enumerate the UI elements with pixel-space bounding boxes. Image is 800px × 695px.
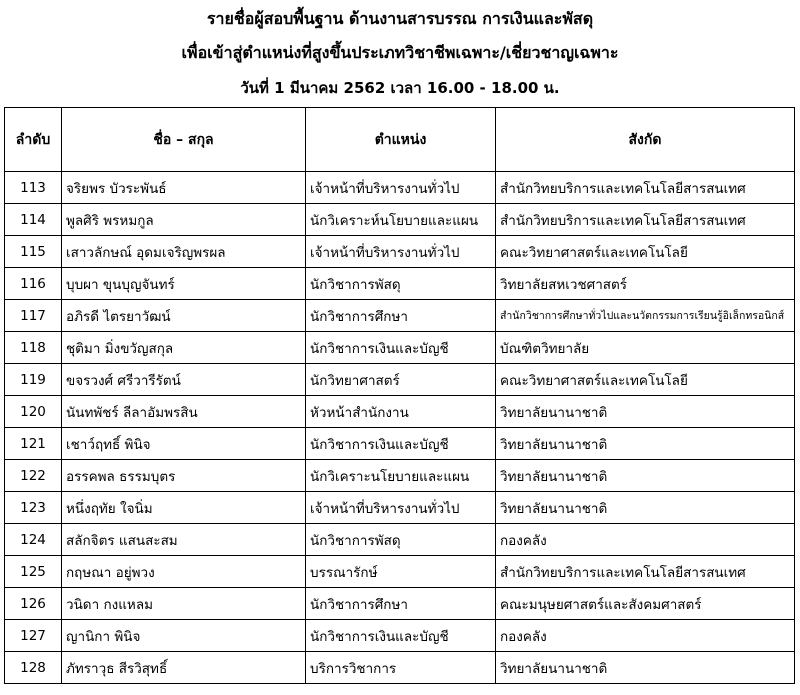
table-row	[5, 236, 795, 268]
examinee-table	[4, 107, 795, 684]
cell-name: หนึ่งฤทัย ใจนิ่ม	[62, 492, 306, 524]
cell-no: 116	[5, 268, 62, 300]
table-row	[5, 460, 795, 492]
document-title: รายชื่อผู้สอบพื้นฐาน ด้านงานสารบรรณ การเงินและพัสดุ	[206, 9, 594, 28]
column-header-name: ชื่อ – สกุล	[62, 108, 306, 172]
cell-position: บริการวิชาการ	[306, 652, 496, 684]
cell-no: 120	[5, 396, 62, 428]
table-row	[5, 492, 795, 524]
cell-unit: วิทยาลัยสหเวชศาสตร์	[496, 268, 795, 300]
cell-name: วนิดา กงแหลม	[62, 588, 306, 620]
cell-unit: คณะวิทยาศาสตร์และเทคโนโลยี	[496, 364, 795, 396]
cell-position: หัวหน้าสำนักงาน	[306, 396, 496, 428]
cell-position: นักวิชาการเงินและบัญชี	[306, 332, 496, 364]
cell-unit: วิทยาลัยนานาชาติ	[496, 492, 795, 524]
cell-name: พูลศิริ พรหมกูล	[62, 204, 306, 236]
table-header-row	[5, 108, 795, 172]
table-row	[5, 620, 795, 652]
cell-position: บรรณารักษ์	[306, 556, 496, 588]
cell-no: 121	[5, 428, 62, 460]
cell-unit: กองคลัง	[496, 620, 795, 652]
column-header-unit: สังกัด	[496, 108, 795, 172]
cell-no: 124	[5, 524, 62, 556]
table-row	[5, 428, 795, 460]
cell-no: 126	[5, 588, 62, 620]
cell-unit: กองคลัง	[496, 524, 795, 556]
table-row	[5, 652, 795, 684]
cell-unit: วิทยาลัยนานาชาติ	[496, 396, 795, 428]
cell-position: นักวิชาการเงินและบัญชี	[306, 428, 496, 460]
cell-name: อภิรดี ไตรยาวัฒน์	[62, 300, 306, 332]
cell-unit: บัณฑิตวิทยาลัย	[496, 332, 795, 364]
exam-date-time: วันที่ 1 มีนาคม 2562 เวลา 16.00 - 18.00 น.	[240, 79, 560, 97]
cell-unit: วิทยาลัยนานาชาติ	[496, 460, 795, 492]
cell-name: เสาวลักษณ์ อุดมเจริญพรผล	[62, 236, 306, 268]
cell-name: นันทพัชร์ ลีลาอัมพรสิน	[62, 396, 306, 428]
cell-unit: สำนักวิชาการศึกษาทั่วไปและนวัตกรรมการเรียนรู้อิเล็กทรอนิกส์	[496, 300, 795, 332]
table-row	[5, 588, 795, 620]
cell-name: ภัทราวุธ สีรวิสุทธิ์	[62, 652, 306, 684]
cell-no: 119	[5, 364, 62, 396]
cell-position: นักวิเคราะห์นโยบายและแผน	[306, 204, 496, 236]
cell-unit: วิทยาลัยนานาชาติ	[496, 652, 795, 684]
cell-position: เจ้าหน้าที่บริหารงานทั่วไป	[306, 492, 496, 524]
cell-no: 114	[5, 204, 62, 236]
table-row	[5, 204, 795, 236]
cell-no: 117	[5, 300, 62, 332]
cell-position: นักวิชาการศึกษา	[306, 588, 496, 620]
cell-name: ญานิกา พินิจ	[62, 620, 306, 652]
cell-name: บุบผา ขุนบุญจันทร์	[62, 268, 306, 300]
cell-position: นักวิชาการเงินและบัญชี	[306, 620, 496, 652]
column-header-position: ตำแหน่ง	[306, 108, 496, 172]
table-row	[5, 364, 795, 396]
cell-position: เจ้าหน้าที่บริหารงานทั่วไป	[306, 172, 496, 204]
cell-unit: คณะมนุษยศาสตร์และสังคมศาสตร์	[496, 588, 795, 620]
cell-position: นักวิเคราะนโยบายและแผน	[306, 460, 496, 492]
column-header-no: ลำดับ	[5, 108, 62, 172]
cell-no: 127	[5, 620, 62, 652]
cell-position: เจ้าหน้าที่บริหารงานทั่วไป	[306, 236, 496, 268]
cell-name: เชาว์ฤทธิ์ พินิจ	[62, 428, 306, 460]
table-row	[5, 300, 795, 332]
cell-no: 125	[5, 556, 62, 588]
cell-unit: สำนักวิทยบริการและเทคโนโลยีสารสนเทศ	[496, 204, 795, 236]
table-row	[5, 172, 795, 204]
cell-no: 115	[5, 236, 62, 268]
cell-position: นักวิชาการพัสดุ	[306, 268, 496, 300]
cell-no: 123	[5, 492, 62, 524]
cell-name: ขจรวงศ์ ศรีวารีรัตน์	[62, 364, 306, 396]
cell-no: 118	[5, 332, 62, 364]
cell-unit: คณะวิทยาศาสตร์และเทคโนโลยี	[496, 236, 795, 268]
cell-unit: วิทยาลัยนานาชาติ	[496, 428, 795, 460]
cell-no: 113	[5, 172, 62, 204]
table-row	[5, 556, 795, 588]
cell-name: ชุติมา มิ่งขวัญสกุล	[62, 332, 306, 364]
cell-name: อรรคพล ธรรมบุตร	[62, 460, 306, 492]
cell-no: 128	[5, 652, 62, 684]
cell-name: กฤษณา อยู่พวง	[62, 556, 306, 588]
cell-position: นักวิชาการศึกษา	[306, 300, 496, 332]
cell-no: 122	[5, 460, 62, 492]
table-row	[5, 268, 795, 300]
cell-name: จริยพร บัวระพันธ์	[62, 172, 306, 204]
table-row	[5, 396, 795, 428]
cell-name: สลักจิตร แสนสะสม	[62, 524, 306, 556]
cell-unit: สำนักวิทยบริการและเทคโนโลยีสารสนเทศ	[496, 172, 795, 204]
cell-position: นักวิชาการพัสดุ	[306, 524, 496, 556]
cell-position: นักวิทยาศาสตร์	[306, 364, 496, 396]
document-subtitle: เพื่อเข้าสู่ตำแหน่งที่สูงขึ้นประเภทวิชาชีพเฉพาะ/เชี่ยวชาญเฉพาะ	[181, 43, 619, 62]
table-row	[5, 332, 795, 364]
table-row	[5, 524, 795, 556]
cell-unit: สำนักวิทยบริการและเทคโนโลยีสารสนเทศ	[496, 556, 795, 588]
